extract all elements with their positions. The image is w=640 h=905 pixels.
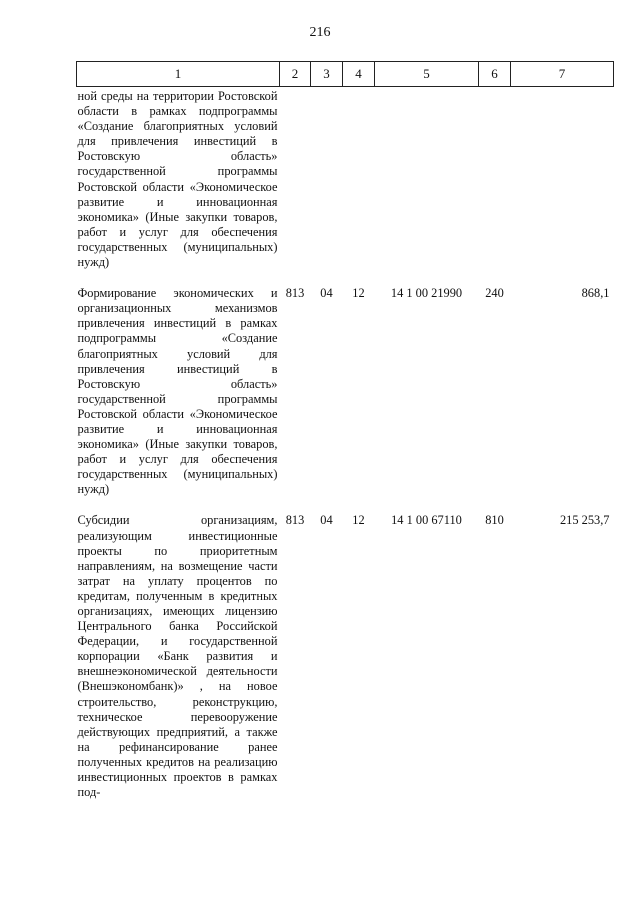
- row-ministry: [280, 87, 311, 285]
- budget-table: [76, 61, 614, 814]
- row-section: 04: [320, 286, 333, 301]
- header-col-2: 2: [280, 62, 311, 87]
- row-amount: 868,1: [581, 286, 610, 301]
- row-description: Субсидии организациям, реализующим инвестиционные проекты по приоритетным направлениям, на возмещение части затрат на уплату процентов по кредитам, полученным в кредитных организациях, имеющих лицензию Центрального банка Российской Федерации, и государственной корпорации «Банк развития и внешнеэкономической деятельности (Внешэкономбанк)» , на новое строительство, реконструкцию, техническое перевооружение действующих предприятий, а также на рефинансирование ранее полученных кредитов на реализацию инвестиционных проектов в рамках под-: [77, 513, 278, 800]
- row-description: Формирование экономических и организационных механизмов привлечения инвестиций в рамках подпрограммы «Создание благоприятных условий для привлечения инвестиций в Ростовскую область» государственной программы Ростовской области «Экономическое развитие и инновационная экономика» (Иные закупки товаров, работ и услуг для обеспечения государственных (муниципальных) нужд): [77, 286, 278, 497]
- row-expense-type: [479, 87, 511, 285]
- row-target-article: 14 1 00 67110: [391, 513, 462, 528]
- row-amount: 215 253,7: [559, 513, 610, 528]
- row-subsection: 12: [352, 513, 365, 528]
- row-section: 04: [320, 513, 333, 528]
- row-ministry: 813: [285, 513, 305, 528]
- row-amount: [511, 87, 614, 285]
- row-subsection: 12: [352, 286, 365, 301]
- table-row: [77, 511, 614, 814]
- table-row: [77, 284, 614, 511]
- row-subsection: [343, 87, 375, 285]
- row-expense-type: 810: [485, 513, 504, 528]
- table-row: [77, 87, 614, 285]
- row-target-article: [375, 87, 479, 285]
- row-target-article: 14 1 00 21990: [390, 286, 463, 301]
- header-col-3: 3: [311, 62, 343, 87]
- row-section: [311, 87, 343, 285]
- header-col-1: 1: [77, 62, 280, 87]
- table-header-row: [77, 62, 614, 87]
- row-expense-type: 240: [485, 286, 504, 301]
- header-col-5: 5: [375, 62, 479, 87]
- header-col-4: 4: [343, 62, 375, 87]
- header-col-6: 6: [479, 62, 511, 87]
- header-col-7: 7: [511, 62, 614, 87]
- page-number: 216: [309, 25, 331, 40]
- row-description: ной среды на территории Ростовской области в рамках подпрограммы «Создание благоприятных условий для привлечения инвестиций в Ростовскую область» государственной программы Ростовской области «Экономическое развитие и инновационная экономика» (Иные закупки товаров, работ и услуг для обеспечения государственных (муниципальных) нужд): [77, 89, 278, 270]
- row-ministry: 813: [285, 286, 305, 301]
